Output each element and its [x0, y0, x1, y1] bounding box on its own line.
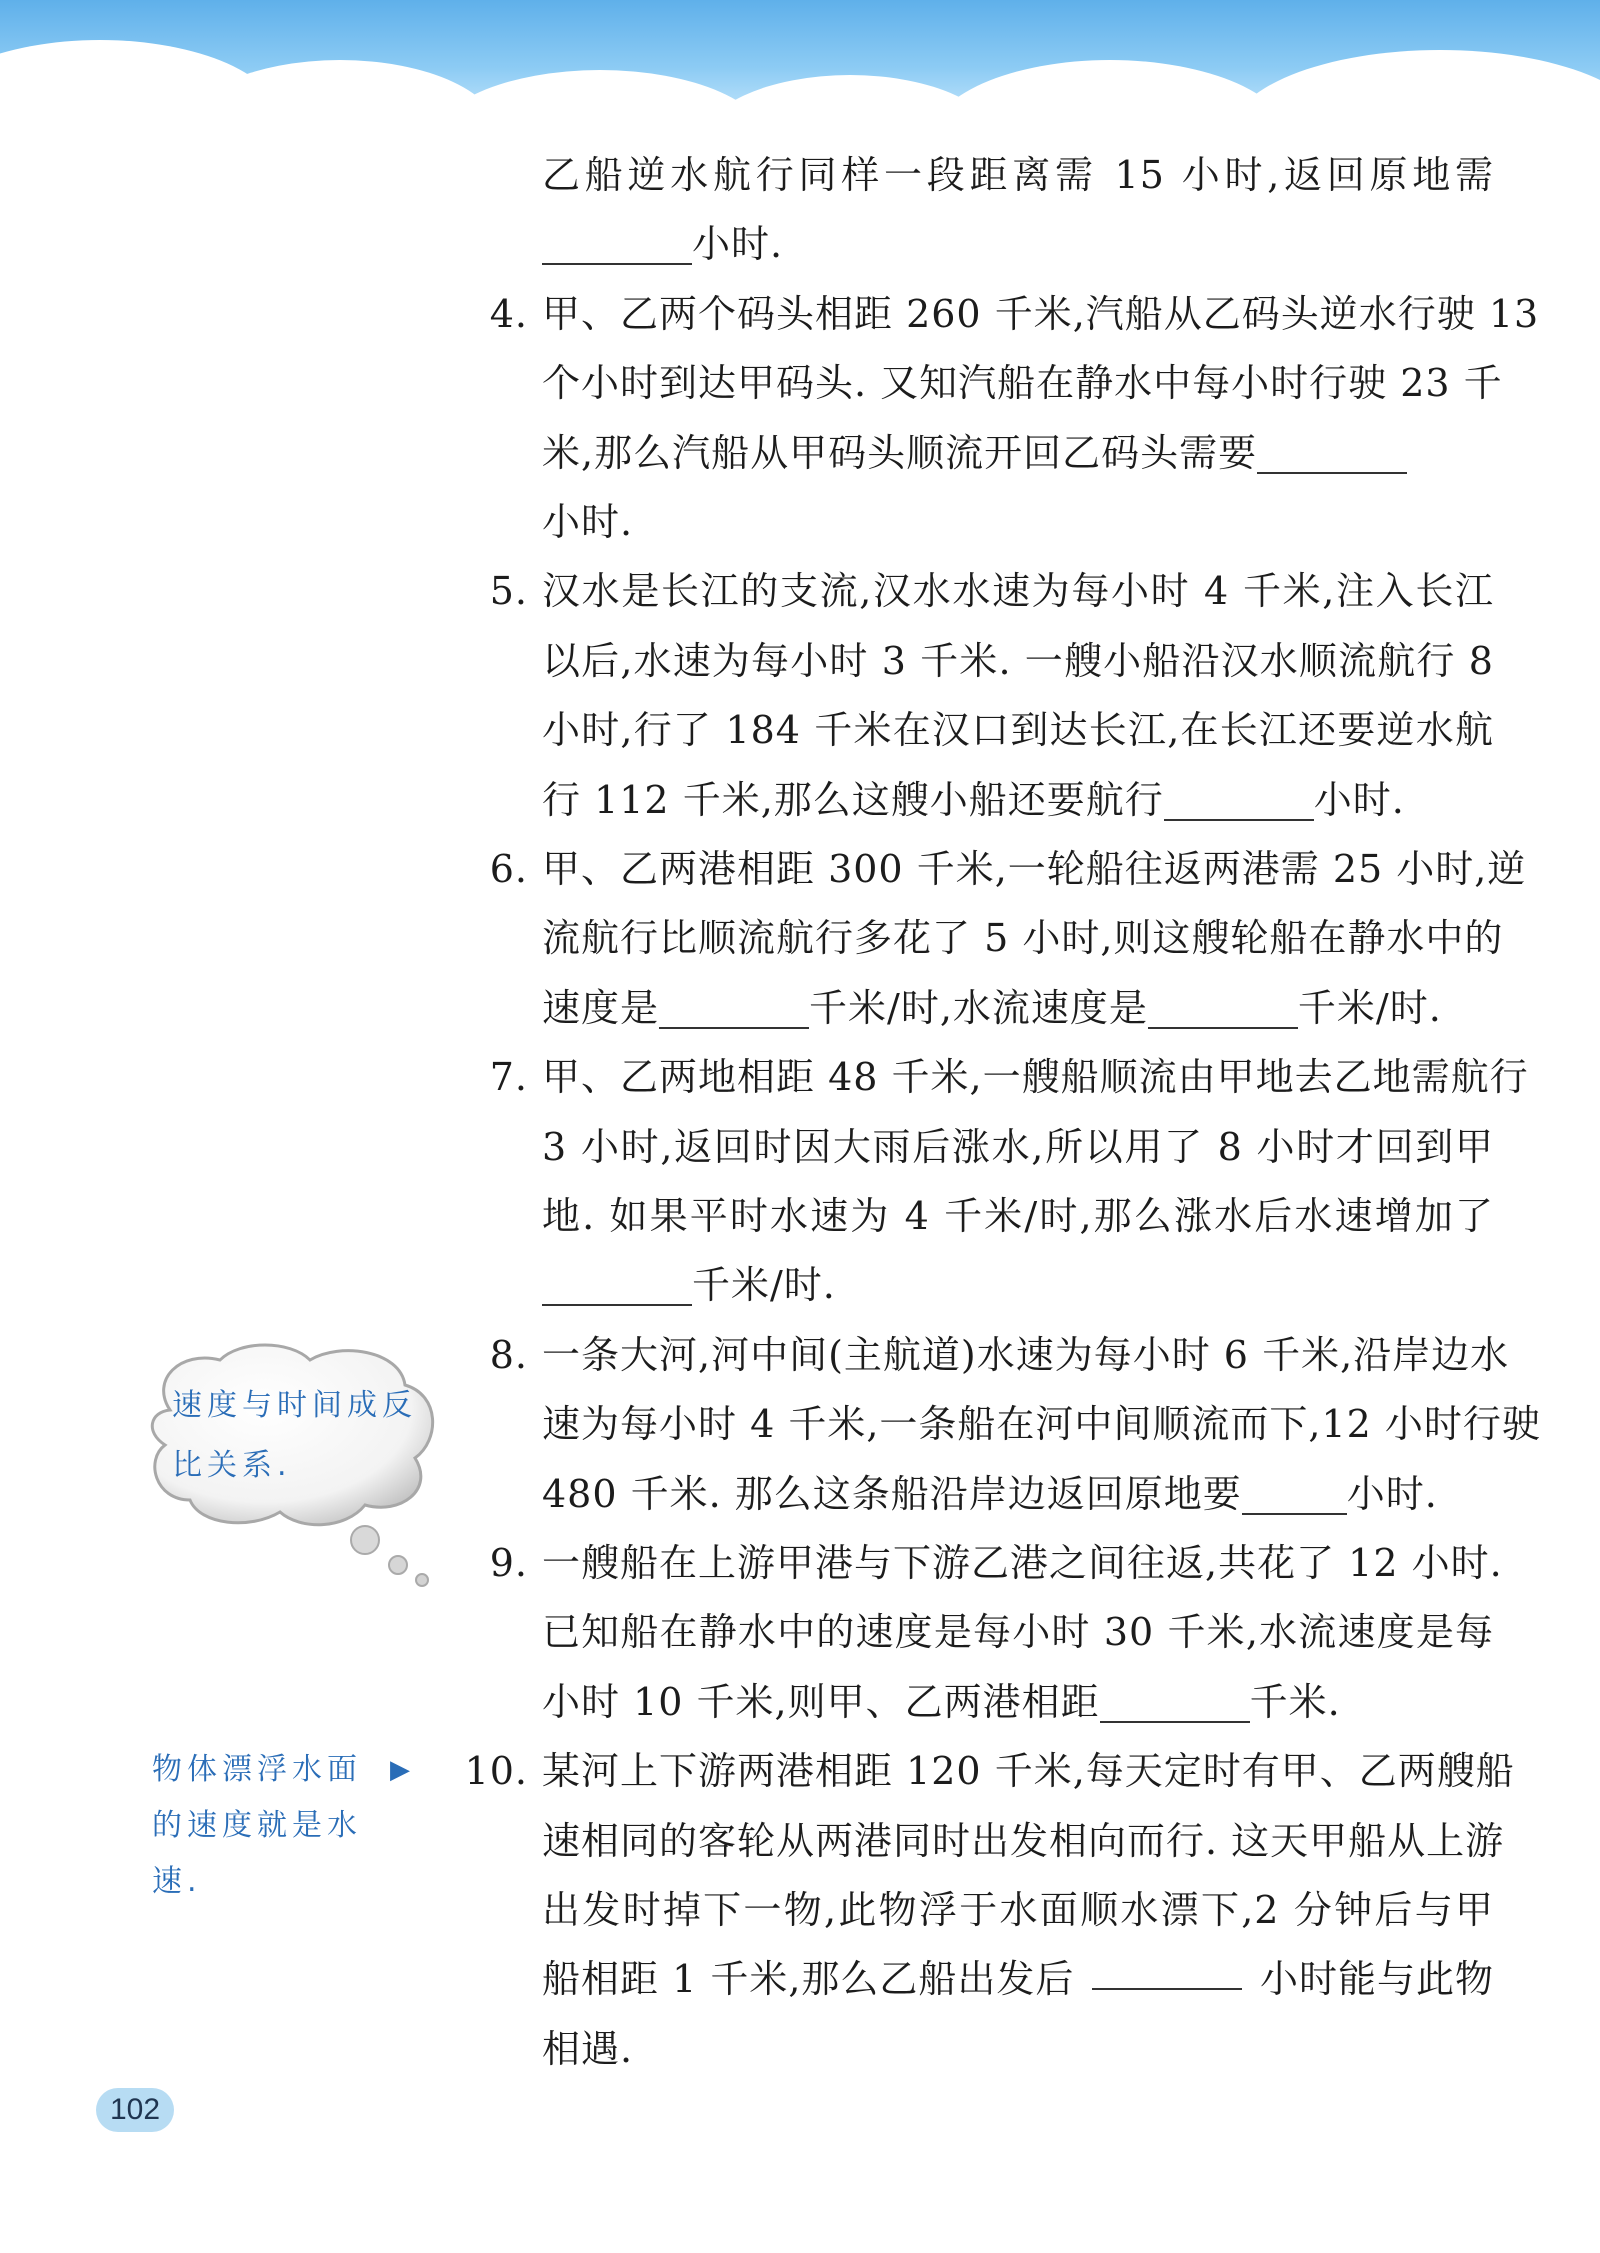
text-line: [0, 1181, 1600, 1251]
page-number: 102: [96, 2088, 174, 2132]
text-line: [0, 2014, 1600, 2084]
question-number: 10.: [464, 1749, 528, 1794]
question-text: 汉水是长江的支流,汉水水速为每小时 4 千米,注入长江: [542, 569, 1494, 614]
question-number: 7.: [489, 1055, 528, 1100]
question-number: 4.: [489, 291, 528, 336]
question-number: 6.: [489, 847, 528, 891]
question-text: [542, 765, 1405, 835]
text-line: [0, 418, 1600, 488]
bubble-text-line1: 速度与时间成反: [172, 1388, 417, 1423]
answer-blank[interactable]: [1148, 983, 1298, 1029]
question-text-part: 小时.: [1313, 777, 1405, 822]
question-text-part: 小时能与此物: [1259, 1957, 1494, 2002]
question-text: 相遇.: [542, 2026, 634, 2071]
text-line: [0, 973, 1600, 1043]
question-text: 甲、乙两地相距 48 千米,一艘船顺流由甲地去乙地需航行: [542, 1055, 1529, 1100]
question-text: 甲、乙两港相距 300 千米,一轮船往返两港需 25 小时,逆: [542, 847, 1527, 891]
answer-blank[interactable]: [1242, 1469, 1347, 1515]
question-text: 某河上下游两港相距 120 千米,每天定时有甲、乙两艘船: [542, 1749, 1515, 1794]
text-line: [0, 1250, 1600, 1320]
question-text: 小时.: [542, 500, 634, 544]
bubble-text-line2: 比关系.: [172, 1448, 292, 1483]
question-text-part: 小时.: [692, 222, 784, 267]
question-text: 一艘船在上游甲港与下游乙港之间往返,共花了 12 小时.: [542, 1541, 1503, 1585]
text-line: [0, 1389, 1600, 1459]
answer-blank[interactable]: [542, 1260, 692, 1306]
text-line: [0, 765, 1600, 835]
question-text: [542, 1667, 1341, 1737]
answer-blank[interactable]: [542, 219, 692, 265]
question-text-part: 小时 10 千米,则甲、乙两港相距: [542, 1679, 1100, 1724]
answer-blank[interactable]: [659, 983, 809, 1029]
question-text: [542, 1944, 1494, 2014]
question-number: 9.: [489, 1541, 528, 1585]
question-text: 速为每小时 4 千米,一条船在河中间顺流而下,12 小时行驶: [542, 1402, 1541, 1447]
text-line: [0, 556, 1600, 626]
text-line: [0, 695, 1600, 765]
question-text: 流航行比顺流航行多花了 5 小时,则这艘轮船在静水中的: [542, 916, 1504, 961]
text-line: [0, 1736, 1600, 1806]
text-line: [0, 626, 1600, 696]
text-line: [0, 140, 1600, 210]
text-line: [0, 1875, 1600, 1945]
question-text-part: 480 千米. 那么这条船沿岸边返回原地要: [542, 1471, 1242, 1516]
text-line: [0, 903, 1600, 973]
question-text-part: 千米.: [1249, 1679, 1341, 1724]
question-text: 甲、乙两个码头相距 260 千米,汽船从乙码头逆水行驶 13: [542, 291, 1540, 336]
text-line: [0, 279, 1600, 349]
text-line: [0, 1806, 1600, 1876]
answer-blank[interactable]: [1100, 1677, 1250, 1723]
answer-blank[interactable]: [1257, 428, 1407, 474]
question-text-part: 行 112 千米,那么这艘小船还要航行: [542, 777, 1164, 822]
question-number: 8.: [489, 1332, 528, 1377]
text-line: [0, 1528, 1600, 1598]
side-note-line2: 的速度就是水: [152, 1808, 362, 1843]
answer-blank[interactable]: [1092, 1944, 1242, 1990]
question-text: 3 小时,返回时因大雨后涨水,所以用了 8 小时才回到甲: [542, 1124, 1494, 1169]
side-note-line3: 速.: [152, 1864, 202, 1899]
question-text: 出发时掉下一物,此物浮于水面顺水漂下,2 分钟后与甲: [542, 1888, 1494, 1932]
question-text: 以后,水速为每小时 3 千米. 一艘小船沿汉水顺流航行 8: [542, 638, 1494, 683]
answer-blank[interactable]: [1164, 775, 1314, 821]
text-line: [0, 1042, 1600, 1112]
question-text-part: 船相距 1 千米,那么乙船出发后: [542, 1957, 1075, 2002]
text-line: [0, 1112, 1600, 1182]
question-text: 地. 如果平时水速为 4 千米/时,那么涨水后水速增加了: [542, 1194, 1494, 1238]
question-text: 小时,行了 184 千米在汉口到达长江,在长江还要逆水航: [542, 708, 1494, 753]
text-line: [0, 487, 1600, 557]
question-text-part: 千米/时.: [1297, 985, 1442, 1030]
text-line: [0, 348, 1600, 418]
question-text: [542, 209, 783, 279]
text-line: [0, 1667, 1600, 1737]
question-text-part: 千米/时.: [692, 1263, 836, 1308]
question-text-part: 小时.: [1346, 1471, 1438, 1516]
question-number: 5.: [489, 569, 528, 614]
question-text: [542, 1459, 1438, 1529]
question-text-part: 千米/时,水流速度是: [809, 985, 1148, 1030]
question-text: 一条大河,河中间(主航道)水速为每小时 6 千米,沿岸边水: [542, 1332, 1510, 1377]
question-text: [542, 418, 1407, 488]
text-line: [0, 1597, 1600, 1667]
text-line: [0, 834, 1600, 904]
text-line: [0, 1944, 1600, 2014]
arrow-right-icon: ▶: [390, 1755, 415, 1785]
text-line: [0, 1320, 1600, 1390]
side-note-line1: 物体漂浮水面: [152, 1752, 362, 1787]
question-text-part: 速度是: [542, 985, 660, 1030]
text-line: [0, 1459, 1600, 1529]
question-text: 个小时到达甲码头. 又知汽船在静水中每小时行驶 23 千: [542, 361, 1503, 406]
question-text-part: 米,那么汽船从甲码头顺流开回乙码头需要: [542, 430, 1258, 475]
question-text: 乙船逆水航行同样一段距离需 15 小时,返回原地需: [542, 153, 1494, 197]
question-text: 已知船在静水中的速度是每小时 30 千米,水流速度是每: [542, 1610, 1494, 1655]
text-line: [0, 209, 1600, 279]
question-text: [542, 1250, 836, 1320]
question-text: 速相同的客轮从两港同时出发相向而行. 这天甲船从上游: [542, 1818, 1505, 1863]
question-text: [542, 973, 1442, 1043]
